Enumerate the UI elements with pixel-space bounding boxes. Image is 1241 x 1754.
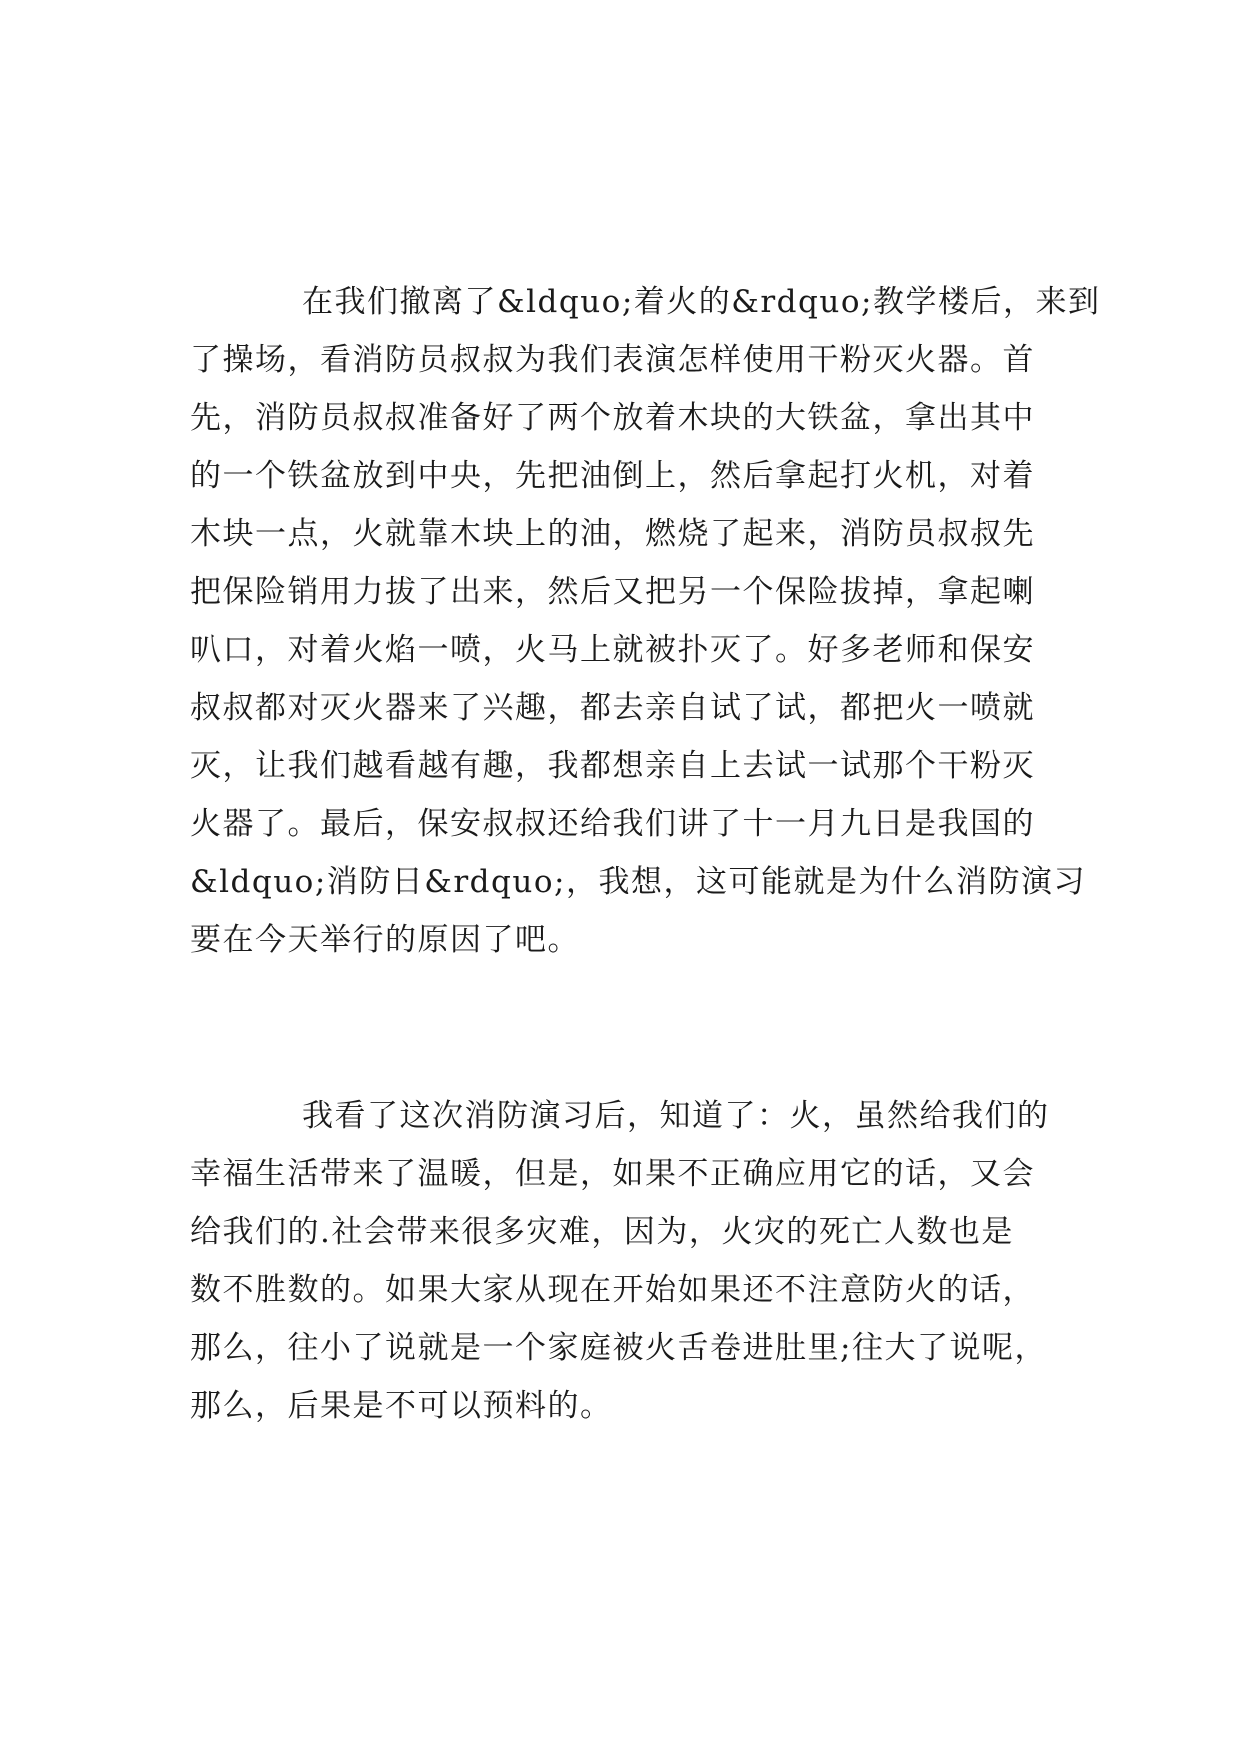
paragraph-line: 的一个铁盆放到中央，先把油倒上，然后拿起打火机，对着 [190, 458, 1035, 494]
paragraph-line: 幸福生活带来了温暖，但是，如果不正确应用它的话，又会 [190, 1156, 1035, 1192]
paragraph-line: 那么，后果是不可以预料的。 [190, 1388, 613, 1424]
paragraph-line: 数不胜数的。如果大家从现在开始如果还不注意防火的话， [190, 1272, 1035, 1308]
paragraph-line: 叭口，对着火焰一喷，火马上就被扑灭了。好多老师和保安 [190, 632, 1035, 668]
paragraph-line: 火器了。最后，保安叔叔还给我们讲了十一月九日是我国的 [190, 806, 1035, 842]
paragraph-line: 把保险销用力拔了出来，然后又把另一个保险拔掉，拿起喇 [190, 574, 1035, 610]
paragraph-line: 先，消防员叔叔准备好了两个放着木块的大铁盆，拿出其中 [190, 400, 1035, 436]
paragraph-line: 了操场，看消防员叔叔为我们表演怎样使用干粉灭火器。首 [190, 342, 1035, 378]
paragraph-line: &ldquo;消防日&rdquo;，我想，这可能就是为什么消防演习 [190, 864, 1086, 900]
paragraph-line: 那么，往小了说就是一个家庭被火舌卷进肚里;往大了说呢， [190, 1330, 1047, 1366]
paragraph-line: 木块一点，火就靠木块上的油，燃烧了起来，消防员叔叔先 [190, 516, 1035, 552]
paragraph-line: 要在今天举行的原因了吧。 [190, 922, 580, 958]
paragraph-line: 叔叔都对灭火器来了兴趣，都去亲自试了试，都把火一喷就 [190, 690, 1035, 726]
paragraph-fire-drill-demo [190, 273, 1101, 969]
paragraph-line: 我看了这次消防演习后，知道了：火，虽然给我们的 [302, 1098, 1050, 1134]
paragraph-line: 给我们的.社会带来很多灾难，因为，火灾的死亡人数也是 [190, 1214, 1014, 1250]
paragraph-line: 在我们撤离了&ldquo;着火的&rdquo;教学楼后，来到 [302, 284, 1101, 320]
paragraph-fire-reflection [190, 1087, 1056, 1435]
paragraph-line: 灭，让我们越看越有趣，我都想亲自上去试一试那个干粉灭 [190, 748, 1035, 784]
